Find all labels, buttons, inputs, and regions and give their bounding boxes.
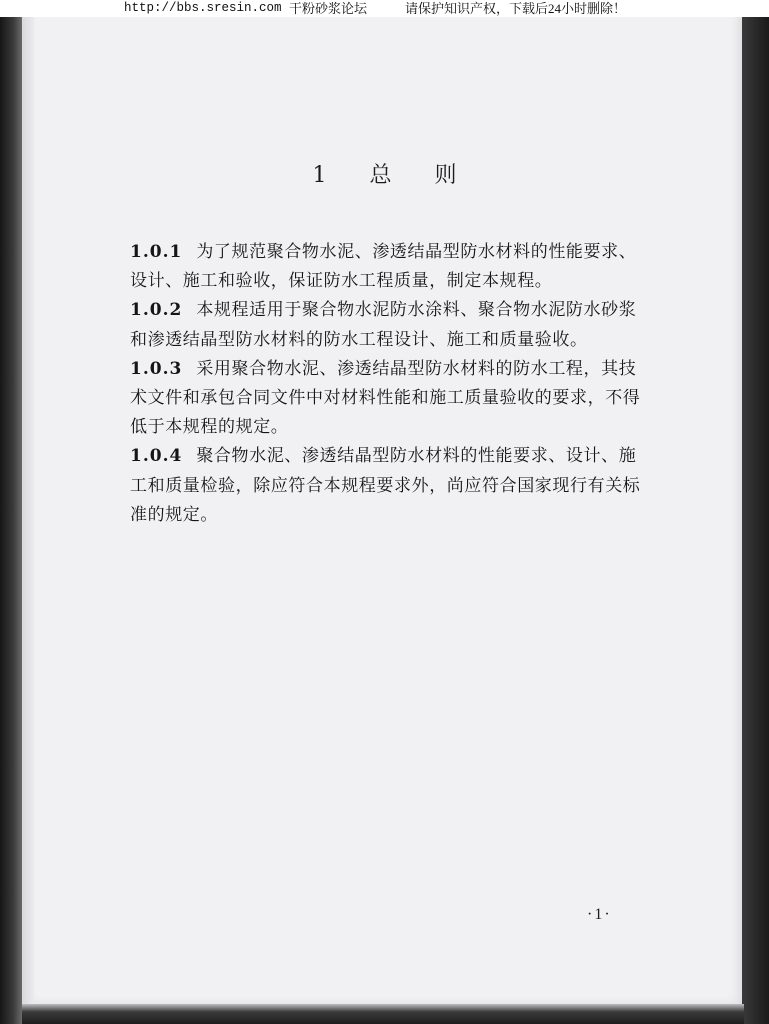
watermark-url: http://bbs.sresin.com bbox=[124, 1, 282, 15]
watermark-copyright-notice: 请保护知识产权，下载后24小时删除！ bbox=[405, 1, 627, 16]
watermark-bar bbox=[0, 0, 769, 17]
clause-list bbox=[130, 238, 650, 530]
clause-number: 1.0.1 bbox=[130, 242, 183, 262]
clause-1-0-4 bbox=[130, 442, 650, 530]
clause-number: 1.0.3 bbox=[130, 358, 183, 379]
page-number: ·1· bbox=[587, 906, 612, 923]
chapter-title: 1 总 则 bbox=[312, 163, 475, 188]
page-right-edge bbox=[742, 0, 769, 1024]
clause-number: 1.0.4 bbox=[130, 446, 183, 467]
clause-1-0-1 bbox=[130, 238, 650, 296]
clause-text: 聚合物水泥、渗透结晶型防水材料的性能要求、设计、施工和质量检验，除应符合本规程要求外，尚应符合国家现行有关标准的规定。 bbox=[130, 446, 641, 525]
clause-number: 1.0.2 bbox=[130, 300, 183, 321]
page-bottom-edge bbox=[22, 1004, 744, 1024]
watermark-forum-name: 干粉砂浆论坛 bbox=[289, 1, 368, 16]
clause-text: 为了规范聚合物水泥、渗透结晶型防水材料的性能要求、设计、施工和验收，保证防水工程质量，制定本规程。 bbox=[130, 242, 637, 292]
clause-text: 本规程适用于聚合物水泥防水涂料、聚合物水泥防水砂浆和渗透结晶型防水材料的防水工程设计、施工和质量验收。 bbox=[130, 300, 637, 350]
binding-strip bbox=[0, 0, 22, 1024]
clause-1-0-3 bbox=[130, 355, 650, 443]
clause-text: 采用聚合物水泥、渗透结晶型防水材料的防水工程，其技术文件和承包合同文件中对材料性能和施工质量验收的要求，不得低于本规程的规定。 bbox=[130, 358, 641, 438]
clause-1-0-2 bbox=[130, 296, 650, 354]
